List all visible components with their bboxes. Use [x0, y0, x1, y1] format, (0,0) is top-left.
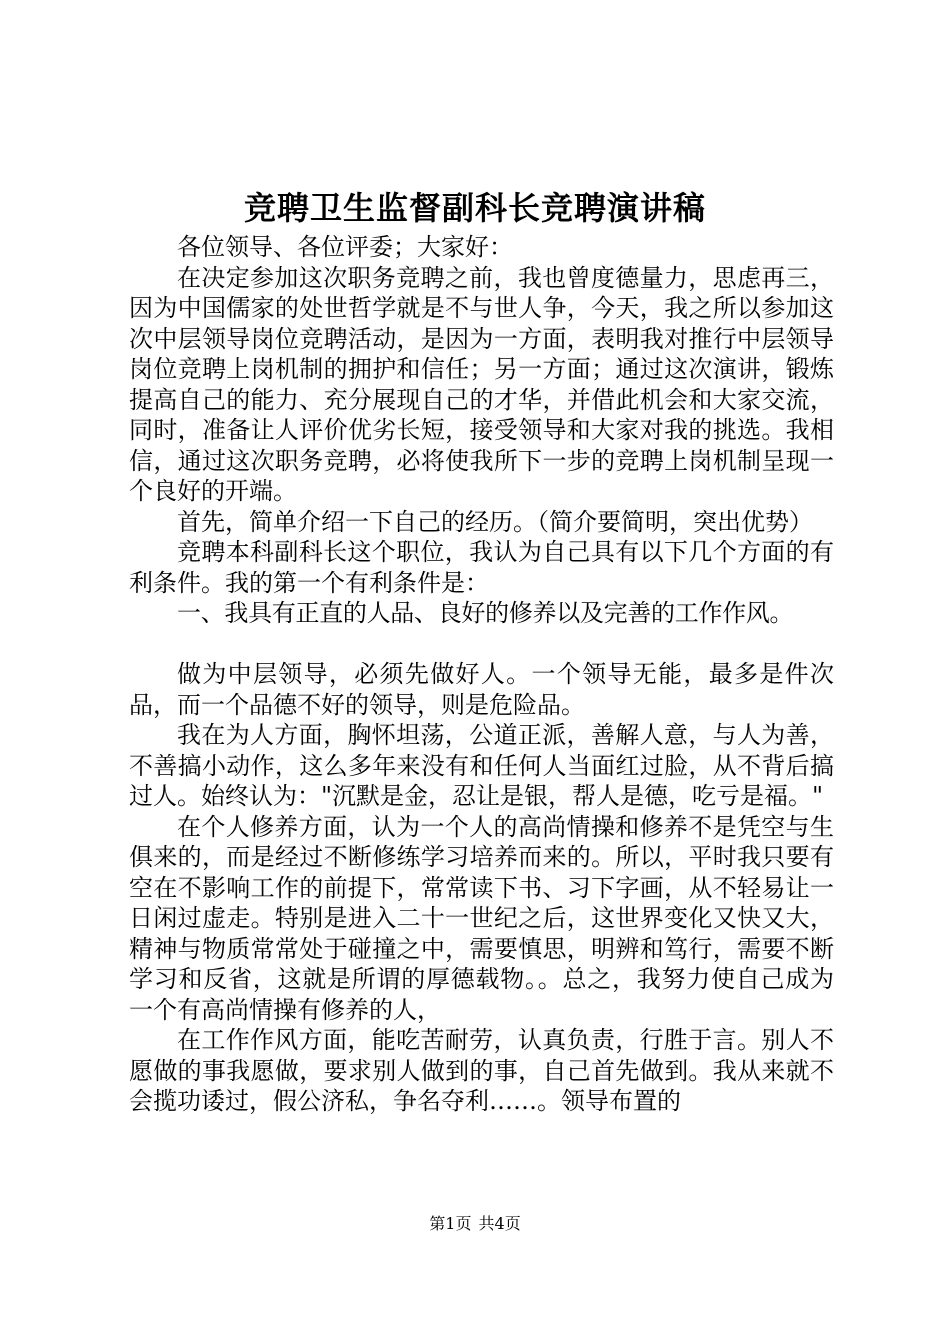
page-number: 第1页	[429, 1214, 472, 1233]
blank-line	[129, 629, 834, 660]
paragraph-greeting: 各位领导、各位评委；大家好：	[177, 233, 513, 261]
paragraph: 在工作作风方面，能吃苦耐劳，认真负责，行胜于言。别人不愿做的事我愿做，要求别人做到的事，自己首先做到。我从来就不会揽功诿过，假公济私，争名夺利……。领导布置的	[129, 1026, 834, 1115]
page-footer	[0, 1213, 950, 1235]
page-total: 共4页	[478, 1214, 521, 1233]
paragraph: 我在为人方面，胸怀坦荡，公道正派，善解人意，与人为善，不善搞小动作，这么多年来没有和任何人当面红过脸，从不背后搞过人。始终认为："沉默是金，忍让是银，帮人是德，吃亏是福。"	[129, 721, 834, 810]
paragraph: 在决定参加这次职务竞聘之前，我也曾度德量力，思虑再三，因为中国儒家的处世哲学就是不与世人争，今天，我之所以参加这次中层领导岗位竞聘活动，是因为一方面，表明我对推行中层领导岗位竞聘上岗机制的拥护和信任；另一方面；通过这次演讲，锻炼提高自己的能力、充分展现自己的才华，并借此机会和大家交流，同时，准备让人评价优劣长短，接受领导和大家对我的挑选。我相信，通过这次职务竞聘，必将使我所下一步的竞聘上岗机制呈现一个良好的开端。	[129, 263, 834, 505]
paragraph-heading: 一、我具有正直的人品、良好的修养以及完善的工作作风。	[177, 599, 794, 627]
paragraph: 竞聘本科副科长这个职位，我认为自己具有以下几个方面的有利条件。我的第一个有利条件是：	[129, 538, 834, 597]
paragraph: 在个人修养方面，认为一个人的高尚情操和修养不是凭空与生俱来的，而是经过不断修练学习培养而来的。所以，平时我只要有空在不影响工作的前提下，常常读下书、习下字画，从不轻易让一日闲过虚走。特别是进入二十一世纪之后，这世界变化又快又大，精神与物质常常处于碰撞之中，需要慎思，明辨和笃行，需要不断学习和反省，这就是所谓的厚德载物。。总之，我努力使自己成为一个有高尚情操有修养的人，	[129, 812, 834, 1024]
paragraph: 首先，简单介绍一下自己的经历。（简介要简明，突出优势）	[177, 507, 813, 536]
document-body	[129, 232, 834, 1117]
paragraph: 做为中层领导，必须先做好人。一个领导无能，最多是件次品，而一个品德不好的领导，则是危险品。	[129, 660, 834, 719]
document-title: 竞聘卫生监督副科长竞聘演讲稿	[243, 189, 706, 227]
